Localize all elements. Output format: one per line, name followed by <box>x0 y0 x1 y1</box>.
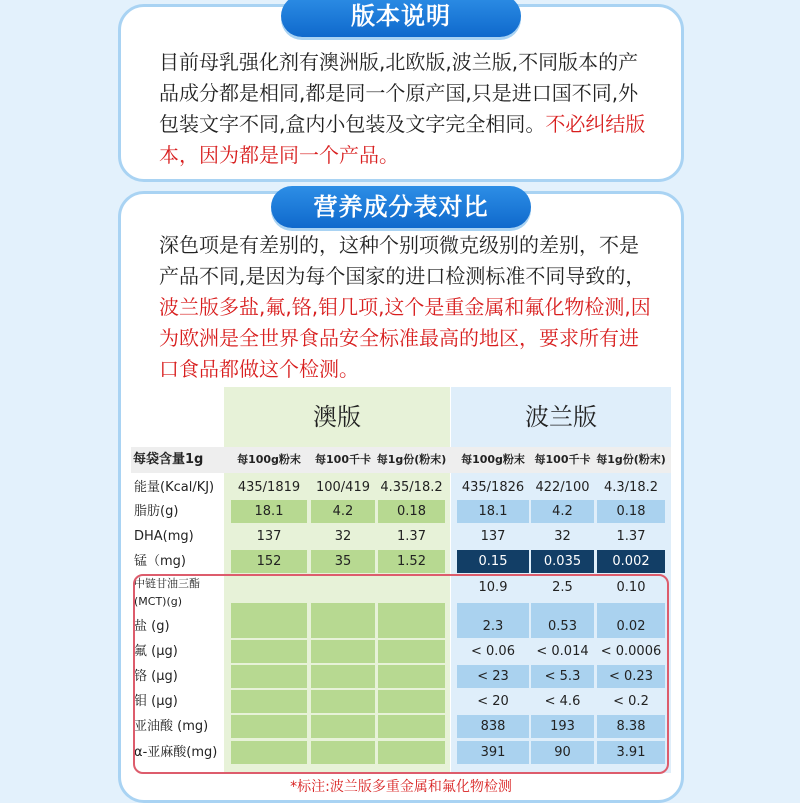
table-cell: < 4.6 <box>544 694 581 709</box>
version-text: 目前母乳强化剂有澳洲版,北欧版,波兰版,不同版本的产品成分都是相同,都是同一个原产国,只是进口国不同,外包装文字不同,盒内小包装及文字完全相同。 <box>159 50 639 136</box>
table-cell: 0.53 <box>531 615 594 638</box>
group-header-pol: 波兰版 <box>525 403 597 431</box>
table-cell: 90 <box>531 741 594 764</box>
table-cell: < 20 <box>477 694 509 709</box>
table-cell: 32 <box>554 529 571 544</box>
column-header: 每100千卡 <box>534 453 591 466</box>
row-label: 钼 (μg) <box>134 694 178 709</box>
table-cell: 0.002 <box>597 550 665 573</box>
footnote: *标注:波兰版多重金属和氟化物检测 <box>290 779 512 795</box>
row-label: 脂肪(g) <box>134 504 179 519</box>
row-label: 亚油酸 (mg) <box>134 719 209 734</box>
table-cell: 18.1 <box>231 500 307 523</box>
column-header: 每1g份(粉末) <box>596 453 666 466</box>
table-cell: 2.5 <box>552 580 573 595</box>
version-card-title: 版本说明 <box>281 0 521 37</box>
table-cell: 0.18 <box>597 500 665 523</box>
column-header: 每100千卡 <box>315 453 371 466</box>
table-cell: 100/419 <box>315 480 370 495</box>
table-cell: 4.2 <box>311 500 375 523</box>
version-highlight: 不必纠结版本，因为都是同一个产品。 <box>159 112 646 167</box>
nutrition-card <box>118 191 684 803</box>
table-cell: 435/1819 <box>237 480 301 495</box>
nutrition-table <box>131 387 671 773</box>
table-cell: 0.10 <box>616 580 646 595</box>
row-label: 铬 (μg) <box>134 669 178 684</box>
table-cell: 1.37 <box>616 529 646 544</box>
row-label: 中链甘油三酯(MCT)(g) <box>134 577 200 608</box>
table-cell: 0.02 <box>597 615 665 638</box>
nutrition-highlight: 波兰版多盐,氟,铬,钼几项,这个是重金属和氟化物检测,因为欧洲是全世界食品安全标准最高的地区，要求所有进口食品都做这个检测。 <box>159 295 651 381</box>
table-cell: 137 <box>480 529 506 544</box>
row-label: 能量(Kcal/KJ) <box>134 480 215 495</box>
table-cell: 422/100 <box>535 480 590 495</box>
column-header: 每100g粉末 <box>461 453 525 466</box>
table-cell: < 0.06 <box>471 644 515 659</box>
table-cell: 193 <box>531 715 594 738</box>
nutrition-card-title: 营养成分表对比 <box>271 186 531 228</box>
table-cell: 0.035 <box>531 550 594 573</box>
table-cell: < 5.3 <box>531 665 594 688</box>
table-cell: 0.15 <box>457 550 529 573</box>
table-cell: 18.1 <box>457 500 529 523</box>
polish-extra-rows-highlight-box <box>133 574 669 774</box>
table-cell: 2.3 <box>457 615 529 638</box>
table-cell: 152 <box>231 550 307 573</box>
table-cell: 10.9 <box>478 580 508 595</box>
table-cell: 1.52 <box>378 550 445 573</box>
table-cell: 3.91 <box>597 741 665 764</box>
table-cell: 1.37 <box>397 529 426 544</box>
table-cell: 435/1826 <box>461 480 525 495</box>
nutrition-text: 深色项是有差别的，这种个别项微克级别的差别，不是产品不同,是因为每个国家的进口检测标准不同导致的， <box>159 233 646 288</box>
table-cell: 391 <box>457 741 529 764</box>
row-label: α-亚麻酸(mg) <box>134 745 218 760</box>
table-cell: 35 <box>311 550 375 573</box>
table-cell: 4.3/18.2 <box>604 480 658 495</box>
table-cell: < 0.23 <box>597 665 665 688</box>
table-cell: 4.2 <box>531 500 594 523</box>
table-cell: < 0.014 <box>536 644 589 659</box>
column-header: 每1g份(粉末) <box>376 453 447 466</box>
table-cell: 4.35/18.2 <box>380 480 443 495</box>
row-label: 氟 (μg) <box>134 644 178 659</box>
table-cell: 0.18 <box>378 500 445 523</box>
version-card <box>118 4 684 182</box>
row-label: 盐 (g) <box>134 619 170 634</box>
table-cell: < 23 <box>457 665 529 688</box>
nutrition-card-text <box>159 230 655 385</box>
table-cell: 137 <box>256 529 282 544</box>
group-header-aus: 澳版 <box>313 403 361 431</box>
table-cell: 32 <box>334 529 352 544</box>
version-card-text <box>159 47 655 171</box>
table-cell: 838 <box>457 715 529 738</box>
row-label: DHA(mg) <box>134 529 194 544</box>
table-cell: < 0.0006 <box>600 644 662 659</box>
column-header: 每100g粉末 <box>237 453 301 466</box>
table-cell: < 0.2 <box>613 694 649 709</box>
table-cell: 8.38 <box>597 715 665 738</box>
row-label: 锰（mg) <box>134 554 186 569</box>
row-label-header: 每袋含量1g <box>133 452 204 467</box>
